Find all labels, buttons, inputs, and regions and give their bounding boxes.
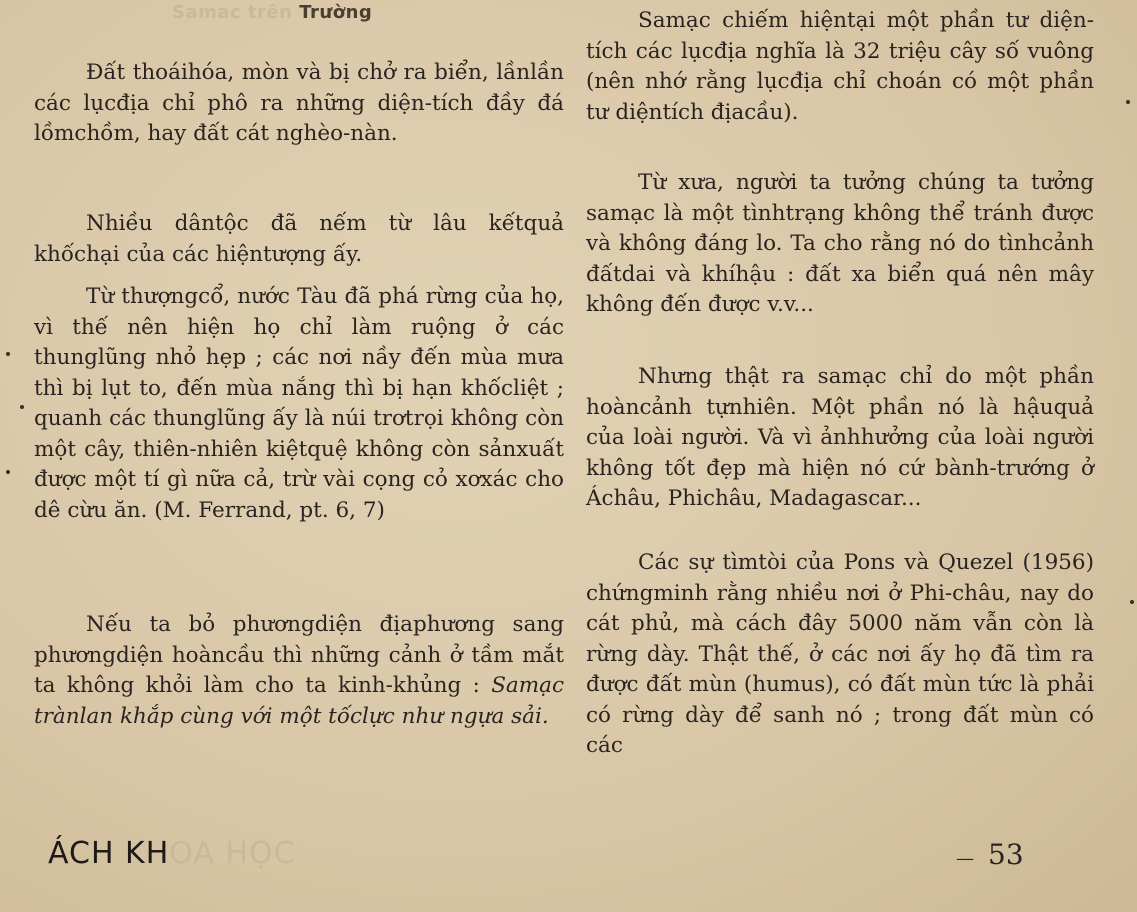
right-paragraph-3: Nhưng thật ra samạc chỉ do một phần hoàncảnh tựnhiên. Một phần nó là hậuquả của loài người. Và vì ảnhhưởng của loài người không tốt đẹp mà hiện nó cứ bành-trướng ở Áchâu, Phichâu, Madagascar... bbox=[586, 364, 1094, 511]
paper-speck bbox=[6, 470, 10, 474]
right-paragraph-1: Samạc chiếm hiệntại một phần tư diện-tích các lụcđịa nghĩa là 32 triệu cây số vuông (nên nhớ rằng lụcđịa chỉ choán có một phần tư diệntích địacầu). bbox=[586, 8, 1094, 125]
page-number-block bbox=[956, 838, 1024, 871]
paper-speck bbox=[6, 352, 10, 356]
running-head bbox=[172, 2, 372, 23]
left-paragraph-4-text: Nếu ta bỏ phươngdiện địaphương sang phươngdiện hoàncầu thì những cảnh ở tầm mắt ta không khỏi làm cho ta kinh-khủng : bbox=[34, 612, 564, 698]
paper-speck bbox=[1130, 600, 1134, 604]
left-paragraph-4 bbox=[34, 610, 564, 732]
paper-speck bbox=[20, 405, 24, 409]
footer-title-faded: OA HỌC bbox=[169, 836, 296, 871]
footer-title-visible: ÁCH KH bbox=[48, 836, 170, 871]
right-paragraph-4: Các sự tìmtòi của Pons và Quezel (1956) chứngminh rằng nhiều nơi ở Phi-châu, nay do cát phủ, mà cách đây 5000 năm vẫn còn là rừng dày. Thật thế, ở các nơi ấy họ đã tìm ra được đất mùn (humus), có đất mùn tức là phải có rừng dày để sanh nó ; trong đất mùn có các bbox=[586, 550, 1094, 758]
footer-book-title bbox=[48, 836, 296, 871]
page-number: 53 bbox=[988, 838, 1024, 871]
left-paragraph-4-italic: Samạc trànlan khắp cùng với một tốclực như ngựa sải. bbox=[34, 673, 564, 729]
left-paragraph-3: Từ thượngcổ, nước Tàu đã phá rừng của họ, vì thế nên hiện họ chỉ làm ruộng ở các thunglũng nhỏ hẹp ; các nơi nầy đến mùa mưa thì bị lụt to, đến mùa nắng thì bị hạn khốcliệt ; quanh các thunglũng ấy là núi trơtrọi không còn một cây, thiên-nhiên kiệtquệ không còn sảnxuất được một tí gì nữa cả, trừ vài cọng cỏ xơxác cho dê cừu ăn. (M. Ferrand, pt. 6, 7) bbox=[34, 284, 564, 523]
page-number-dash: — bbox=[956, 848, 974, 869]
left-paragraph-2: Nhiều dântộc đã nếm từ lâu kếtquả khốchại của các hiệntượng ấy. bbox=[34, 211, 564, 267]
left-paragraph-1: Đất thoáihóa, mòn và bị chở ra biển, lầnlần các lụcđịa chỉ phô ra những diện-tích đầy đá lồmchồm, hay đất cát nghèo-nàn. bbox=[34, 60, 564, 146]
running-head-faded: Samac trên bbox=[172, 2, 293, 23]
running-head-text: Trường bbox=[299, 2, 373, 23]
right-paragraph-2: Từ xưa, người ta tưởng chúng ta tưởng samạc là một tìnhtrạng không thể tránh được và không đáng lo. Ta cho rằng nó do tìnhcảnh đấtdai và khíhậu : đất xa biển quá nên mây không đến được v.v... bbox=[586, 170, 1094, 317]
paper-speck bbox=[1126, 100, 1130, 104]
